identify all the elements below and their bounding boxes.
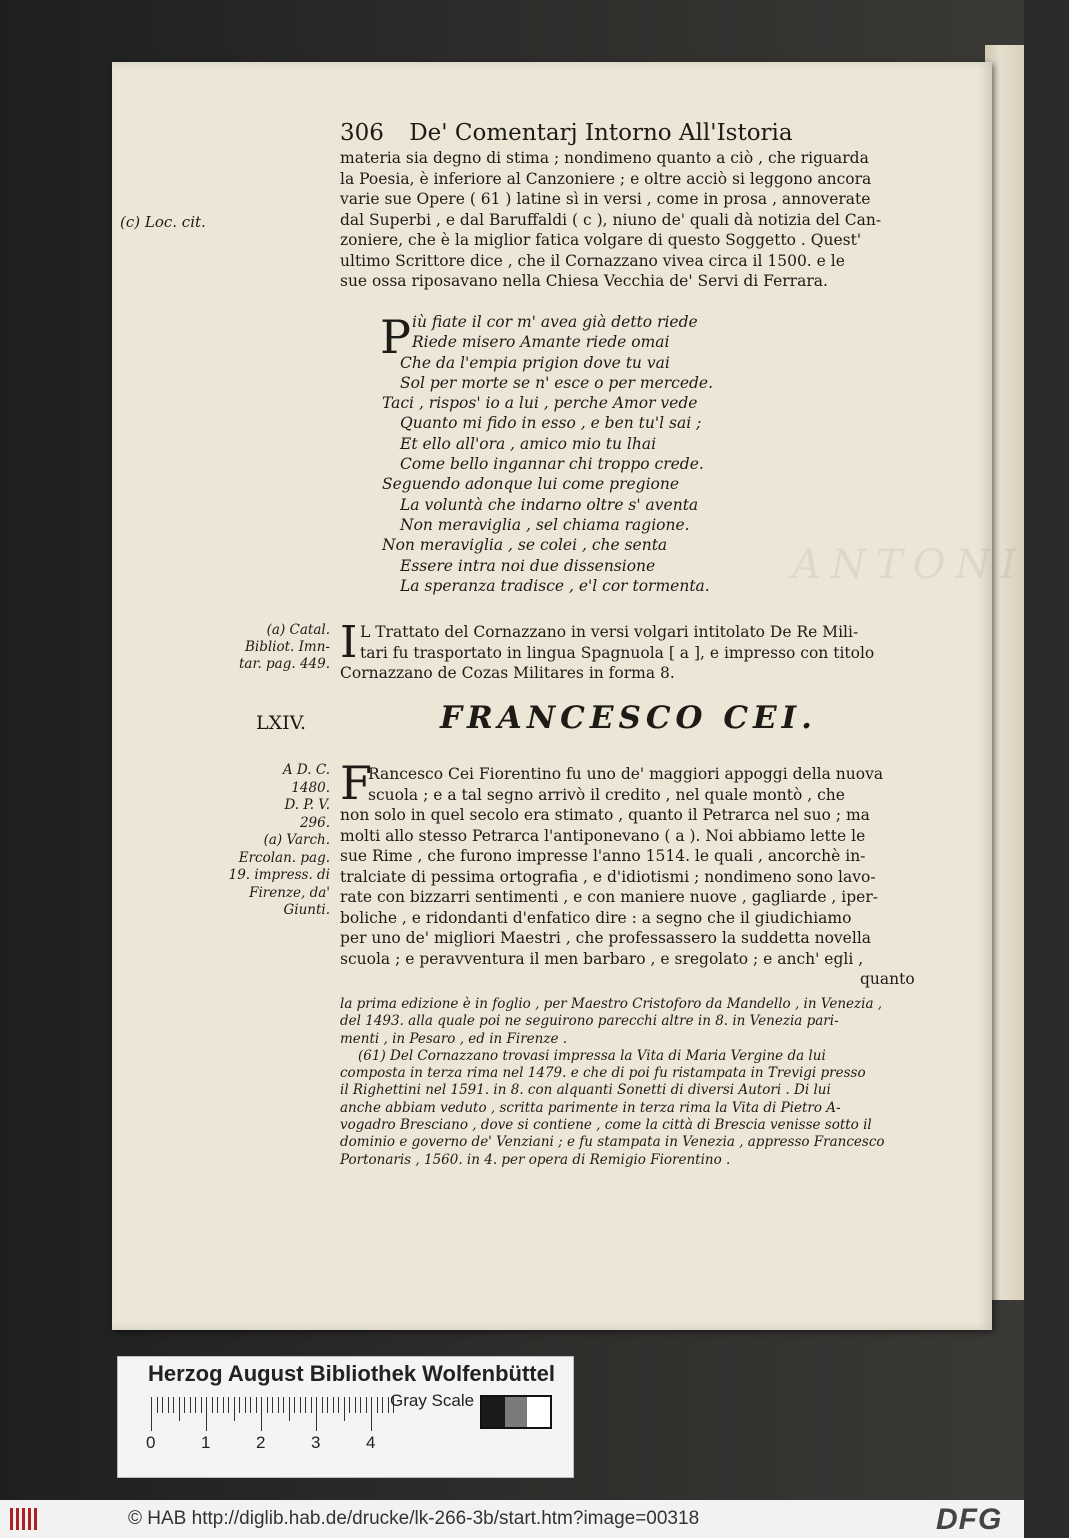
poem-line: Sol per morte se n' esce o per mercede.	[400, 373, 714, 392]
poem-line: Quanto mi fido in esso , e ben tu'l sai ;	[400, 414, 702, 433]
margin-note-c: (c) Loc. cit.	[120, 213, 206, 231]
running-head-title: De' Comentarj Intorno All'Istoria	[409, 120, 793, 146]
ruler-tick	[311, 1397, 312, 1413]
text-line: scuola ; e peravventura il men barbaro , e sregolato ; e anch' egli ,	[340, 949, 864, 968]
margin-line: (a) Varch.	[263, 832, 330, 848]
poem-line: Come bello ingannar chi troppo crede.	[400, 455, 704, 474]
intro-paragraph	[340, 148, 881, 292]
ruler-tick	[157, 1397, 158, 1413]
swatch-white	[527, 1397, 550, 1427]
margin-line: Firenze, da'	[249, 884, 330, 901]
text-line: materia sia degno di stima ; nondimeno quanto a ciò , che riguarda	[340, 149, 869, 167]
footnote-line: (61) Del Cornazzano trovasi impressa la Vita di Maria Vergine da lui	[358, 1047, 826, 1064]
footnote-line: anche abbiam veduto , scritta parimente in terza rima la Vita di Pietro A-	[340, 1099, 841, 1116]
margin-line: (a) Catal.	[266, 622, 330, 638]
text-line: ultimo Scrittore dice , che il Cornazzano vivea circa il 1500. e le	[340, 251, 845, 270]
ruler-tick	[151, 1397, 152, 1431]
ruler-tick	[338, 1397, 339, 1413]
footnotes	[340, 996, 885, 1169]
ruler-tick	[272, 1397, 273, 1413]
ruler-tick	[333, 1397, 334, 1413]
poem-line: Riede misero Amante riede omai	[412, 333, 670, 352]
ruler-tick	[371, 1397, 372, 1431]
footnote-line: la prima edizione è in foglio , per Maestro Cristoforo da Mandello , in Venezia ,	[340, 996, 883, 1012]
ruler-tick	[388, 1397, 389, 1413]
swatch-gray	[505, 1397, 528, 1427]
text-line: sue ossa riposavano nella Chiesa Vecchia de' Servi di Ferrara.	[340, 272, 828, 290]
ruler-tick	[190, 1397, 191, 1413]
ruler-tick	[261, 1397, 262, 1431]
ruler-tick	[305, 1397, 306, 1413]
ruler-tick	[217, 1397, 218, 1413]
swatch-black	[482, 1397, 505, 1427]
margin-line: Giunti.	[283, 902, 330, 918]
ruler-tick	[201, 1397, 202, 1413]
text-line: la Poesia, è inferiore al Canzoniere ; e oltre acciò si leggono ancora	[340, 169, 872, 188]
ruler-tick	[195, 1397, 196, 1413]
footnote-line: vogadro Bresciano , dove si contiene , come la città di Brescia venisse sotto il	[340, 1117, 872, 1134]
poem-line: Non meraviglia , sel chiama ragione.	[400, 515, 690, 534]
running-head	[340, 120, 793, 146]
dfg-logo: DFG	[936, 1503, 1003, 1536]
margin-line: D. P. V.	[284, 797, 330, 813]
ruler-tick	[267, 1397, 268, 1413]
hab-logo-icon	[10, 1508, 42, 1530]
margin-line: 1480.	[291, 779, 330, 796]
ruler-tick	[322, 1397, 323, 1413]
text-line: per uno de' migliori Maestri , che professassero la suddetta novella	[340, 929, 872, 947]
ruler-tick	[228, 1397, 229, 1413]
ruler-tick	[377, 1397, 378, 1413]
ruler-tick	[289, 1397, 290, 1421]
ruler-tick	[179, 1397, 180, 1421]
ruler-tick	[173, 1397, 174, 1413]
color-target-card	[117, 1356, 574, 1478]
section-title: FRANCESCO CEI.	[440, 700, 817, 736]
margin-line: 296.	[299, 814, 330, 831]
margin-line: Ercolan. pag.	[238, 849, 330, 866]
poem-line: Che da l'empia prigion dove tu vai	[400, 353, 670, 372]
margin-note-cei	[212, 762, 330, 920]
poem	[382, 312, 713, 596]
ruler-tick	[245, 1397, 246, 1413]
poem-line: Seguendo adonque lui come pregione	[382, 475, 680, 494]
ruler-tick	[366, 1397, 367, 1413]
text-line: tralciate di pessima ortografia , e d'idiotismi ; nondimeno sono lavo-	[340, 867, 876, 886]
text-line: molti allo stesso Petrarca l'antiponevano ( a ). Noi abbiamo lette le	[340, 826, 866, 845]
page-number: 306	[340, 120, 384, 146]
ruler-tick	[239, 1397, 240, 1413]
footnote-line: composta in terza rima nel 1479. e che di poi fu ristampata in Trevigi presso	[340, 1065, 866, 1082]
ruler-tick	[278, 1397, 279, 1413]
ruler-tick	[327, 1397, 328, 1413]
text-line: varie sue Opere ( 61 ) latine sì in versi , come in prosa , annoverate	[340, 190, 871, 208]
ruler-tick	[283, 1397, 284, 1413]
section-number: LXIV.	[256, 712, 307, 734]
poem-line: Non meraviglia , se colei , che senta	[382, 536, 668, 555]
footnote-line: il Righettini nel 1591. in 8. con alquanti Sonetti di diversi Autori . Di lui	[340, 1082, 831, 1099]
text-line: L Trattato del Cornazzano in versi volgari intitolato De Re Mili-	[360, 623, 859, 641]
poem-dropcap: P	[380, 310, 411, 364]
text-line: non solo in quel secolo era stimato , quanto il Petrarca nel suo ; ma	[340, 806, 870, 824]
poem-line: La speranza tradisce , e'l cor tormenta.	[400, 576, 710, 595]
poem-line: Essere intra noi due dissensione	[400, 556, 656, 575]
trattato-dropcap: I	[340, 617, 358, 668]
footnote-line: Portonaris , 1560. in 4. per opera di Remigio Fiorentino .	[340, 1151, 731, 1168]
ruler-tick	[168, 1397, 169, 1413]
cei-dropcap: F	[340, 756, 372, 810]
margin-line: A D. C.	[282, 762, 330, 778]
poem-line: Et ello all'ora , amico mio tu lhai	[400, 434, 657, 453]
catchword: quanto	[860, 970, 915, 988]
gray-scale-swatch	[480, 1395, 552, 1429]
institution-name: Herzog August Bibliothek Wolfenbüttel	[148, 1361, 555, 1386]
footer-bar	[0, 1500, 1024, 1538]
book-page	[112, 62, 1069, 1330]
ruler-tick	[250, 1397, 251, 1413]
scale-ruler	[151, 1397, 396, 1433]
text-line: sue Rime , che furono impresse l'anno 1514. le quali , ancorchè in-	[340, 847, 866, 865]
ruler-tick	[360, 1397, 361, 1413]
footnote-line: del 1493. alla quale poi ne seguirono parecchi altre in 8. in Venezia pari-	[340, 1013, 839, 1030]
trattato-paragraph	[340, 617, 875, 684]
margin-line: tar. pag. 449.	[239, 656, 330, 672]
ruler-tick	[256, 1397, 257, 1413]
ruler-tick	[206, 1397, 207, 1431]
text-line: boliche , e ridondanti d'enfatico dire : a segno che il giudichiamo	[340, 908, 852, 927]
text-line: dal Superbi , e dal Baruffaldi ( c ), niuno de' quali dà notizia del Can-	[340, 210, 882, 229]
scale-number: 1	[201, 1433, 211, 1452]
margin-line: 19. impress. di	[228, 867, 330, 883]
ruler-tick	[316, 1397, 317, 1431]
margin-line: Bibliot. Imn-	[244, 639, 330, 655]
text-line: rate con bizzarri sentimenti , e con maniere nuove , gagliarde , iper-	[340, 888, 878, 906]
margin-note-a-catal	[212, 622, 330, 673]
gray-scale-label: Gray Scale	[390, 1391, 475, 1410]
text-line: tari fu trasportato in lingua Spagnuola [ a ], e impresso con titolo	[360, 643, 875, 662]
poem-line: La voluntà che indarno oltre s' aventa	[400, 495, 699, 514]
ruler-tick	[349, 1397, 350, 1413]
ruler-tick	[294, 1397, 295, 1413]
ruler-tick	[184, 1397, 185, 1413]
cei-paragraph	[340, 756, 915, 990]
scale-number: 3	[311, 1433, 321, 1452]
text-line: scuola ; e a tal segno arrivò il credito , nel quale montò , che	[368, 785, 845, 804]
ruler-tick	[355, 1397, 356, 1413]
scale-number: 2	[256, 1433, 266, 1452]
copyright-url[interactable]: © HAB http://diglib.hab.de/drucke/lk-266-3b/start.htm?image=00318	[128, 1508, 700, 1529]
scale-number: 0	[146, 1433, 156, 1452]
footnote-line: menti , in Pesaro , ed in Firenze .	[340, 1030, 568, 1047]
footnote-line: dominio e governo de' Venziani ; e fu stampata in Venezia , appresso Francesco	[340, 1134, 885, 1151]
ruler-tick	[162, 1397, 163, 1413]
poem-line: iù fiate il cor m' avea già detto riede	[412, 313, 698, 331]
ruler-tick	[223, 1397, 224, 1413]
bleed-through-text: ANTONIO	[792, 542, 1069, 588]
scale-number: 4	[366, 1433, 376, 1452]
text-line: Rancesco Cei Fiorentino fu uno de' maggiori appoggi della nuova	[368, 765, 884, 783]
ruler-tick	[382, 1397, 383, 1413]
ruler-tick	[300, 1397, 301, 1413]
ruler-tick	[234, 1397, 235, 1421]
ruler-tick	[344, 1397, 345, 1421]
poem-line: Taci , rispos' io a lui , perche Amor vede	[382, 394, 698, 413]
text-line: Cornazzano de Cozas Militares in forma 8.	[340, 664, 675, 682]
ruler-tick	[212, 1397, 213, 1413]
text-line: zoniere, che è la miglior fatica volgare di questo Soggetto . Quest'	[340, 231, 862, 249]
